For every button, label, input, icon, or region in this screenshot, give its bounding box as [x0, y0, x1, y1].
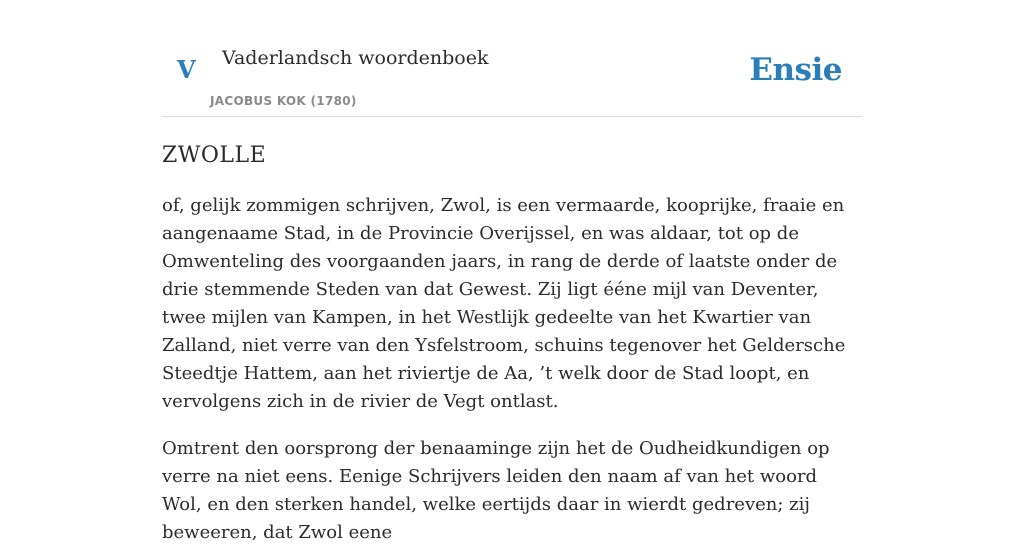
- entry-paragraph: of, gelijk zommigen schrijven, Zwol, is een vermaarde, kooprijke, fraaie en aangenaame Stad, in de Provincie Overijssel, en was aldaar, tot op de Omwenteling des voorgaanden jaars, in rang de derde of laatste onder de drie stemmende Steden van dat Gewest. Zij ligt ééne mijl van Deventer, twee mijlen van Kampen, in het Westlijk gedeelte van het Kwartier van Zalland, niet verre van den Ysfelstroom, schuins tegenover het Geldersche Steedtje Hattem, aan het riviertje de Aa, ’t welk door de Stad loopt, en vervolgens zich in de rivier de Vegt ontlast.: [162, 195, 846, 412]
- entry-headword: ZWOLLE: [162, 143, 267, 168]
- letter-index-link[interactable]: V: [177, 55, 196, 84]
- book-title[interactable]: Vaderlandsch woordenboek: [222, 47, 489, 69]
- header: [162, 0, 862, 117]
- ensie-logo-link[interactable]: Ensie: [749, 52, 842, 88]
- entry-content: [162, 140, 862, 547]
- entry-paragraph: Omtrent den oorsprong der benaaminge zijn het de Oudheidkundigen op verre na niet eens. Eenige Schrijvers leiden den naam af van het woord Wol, en den sterken handel, welke eertijds daar in wierdt gedreven; zij beweeren, dat Zwol eene: [162, 438, 830, 543]
- author-byline: JACOBUS KOK (1780): [210, 94, 357, 108]
